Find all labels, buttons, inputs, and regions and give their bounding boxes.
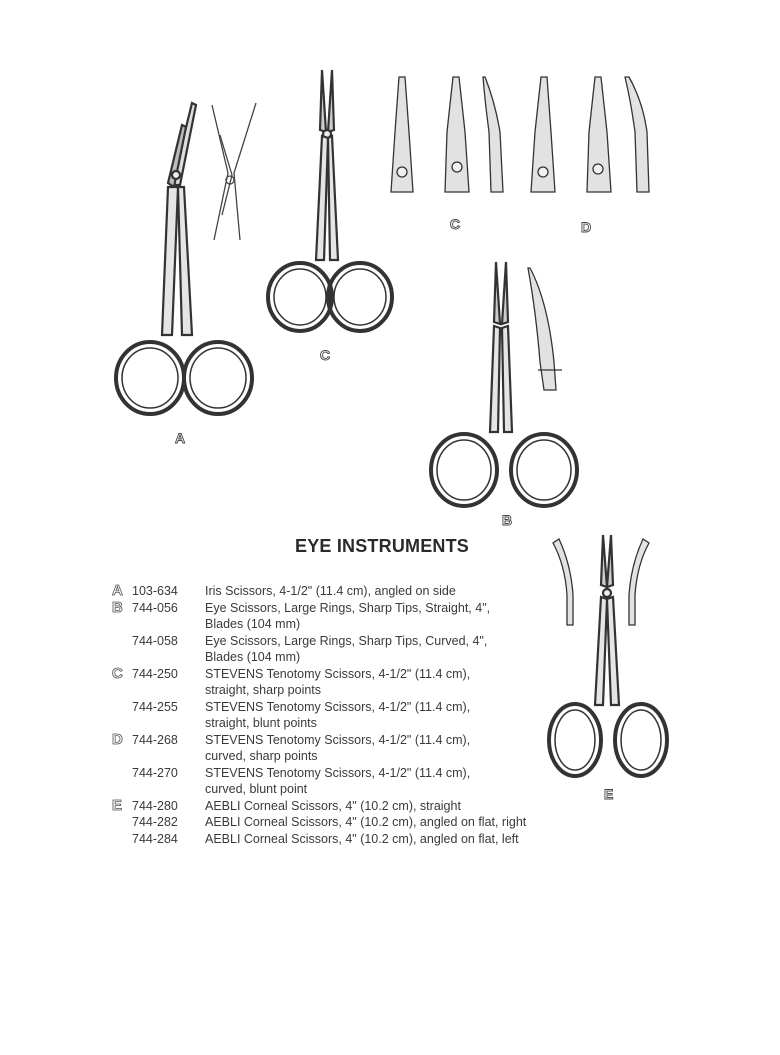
scissors-a-illustration bbox=[110, 95, 260, 425]
catalog-description: STEVENS Tenotomy Scissors, 4-1/2" (11.4 cm), bbox=[205, 765, 471, 780]
catalog-description: Eye Scissors, Large Rings, Sharp Tips, Straight, 4", bbox=[205, 600, 491, 615]
scissors-b-illustration bbox=[428, 262, 588, 512]
catalog-description: straight, sharp points bbox=[205, 683, 322, 697]
catalog-code: 744-284 bbox=[132, 831, 178, 846]
catalog-row bbox=[112, 765, 572, 782]
catalog-row bbox=[112, 649, 572, 666]
catalog-row bbox=[112, 583, 572, 600]
catalog-letter: C bbox=[112, 664, 123, 682]
catalog-description: STEVENS Tenotomy Scissors, 4-1/2" (11.4 cm), bbox=[205, 699, 471, 714]
catalog-description: straight, blunt points bbox=[205, 716, 317, 730]
catalog-description: Iris Scissors, 4-1/2" (11.4 cm), angled on side bbox=[205, 584, 456, 598]
catalog-row bbox=[112, 633, 572, 650]
catalog-description: curved, sharp points bbox=[205, 749, 318, 763]
catalog-row bbox=[112, 748, 572, 765]
page-title: EYE INSTRUMENTS bbox=[295, 536, 470, 556]
catalog-code: 744-250 bbox=[132, 666, 178, 681]
catalog-description: AEBLI Corneal Scissors, 4" (10.2 cm), angled on flat, right bbox=[205, 815, 527, 829]
catalog-description: curved, blunt point bbox=[205, 782, 308, 796]
catalog-row bbox=[112, 666, 572, 683]
figure-label-e: E bbox=[604, 786, 614, 802]
catalog-row bbox=[112, 781, 572, 798]
catalog-row bbox=[112, 831, 572, 848]
catalog-row bbox=[112, 732, 572, 749]
catalog-letter: D bbox=[112, 730, 123, 748]
catalog-code: 744-255 bbox=[132, 699, 178, 714]
catalog-code: 744-282 bbox=[132, 815, 178, 829]
catalog-list bbox=[112, 583, 572, 847]
catalog-row bbox=[112, 699, 572, 716]
catalog-description: Blades (104 mm) bbox=[205, 650, 301, 664]
catalog-row bbox=[112, 682, 572, 699]
catalog-row bbox=[112, 798, 572, 815]
tip-details-illustration bbox=[385, 72, 665, 197]
catalog-code: 744-280 bbox=[132, 798, 178, 813]
catalog-row bbox=[112, 715, 572, 732]
catalog-letter: E bbox=[112, 796, 123, 814]
catalog-row bbox=[112, 814, 572, 831]
catalog-letter: A bbox=[112, 582, 123, 599]
figure-label-a: A bbox=[175, 430, 186, 446]
catalog-description: STEVENS Tenotomy Scissors, 4-1/2" (11.4 cm), bbox=[205, 666, 471, 681]
figure-label-b: B bbox=[502, 512, 513, 528]
figure-label-d-detail: D bbox=[581, 219, 592, 235]
catalog-letter: B bbox=[112, 598, 123, 616]
catalog-description: Blades (104 mm) bbox=[205, 617, 301, 631]
catalog-code: 744-268 bbox=[132, 732, 178, 747]
catalog-description: AEBLI Corneal Scissors, 4" (10.2 cm), angled on flat, left bbox=[205, 831, 519, 846]
figure-label-c-detail: C bbox=[450, 216, 461, 232]
catalog-row bbox=[112, 616, 572, 633]
catalog-row bbox=[112, 600, 572, 617]
catalog-code: 744-058 bbox=[132, 633, 178, 648]
catalog-code: 744-056 bbox=[132, 600, 178, 615]
catalog-description: AEBLI Corneal Scissors, 4" (10.2 cm), straight bbox=[205, 798, 461, 813]
catalog-description: Eye Scissors, Large Rings, Sharp Tips, Curved, 4", bbox=[205, 633, 488, 648]
figure-label-c-main: C bbox=[320, 347, 331, 363]
catalog-code: 103-634 bbox=[132, 584, 178, 598]
catalog-code: 744-270 bbox=[132, 765, 178, 780]
catalog-description: STEVENS Tenotomy Scissors, 4-1/2" (11.4 cm), bbox=[205, 732, 471, 747]
scissors-c-illustration bbox=[262, 70, 397, 340]
